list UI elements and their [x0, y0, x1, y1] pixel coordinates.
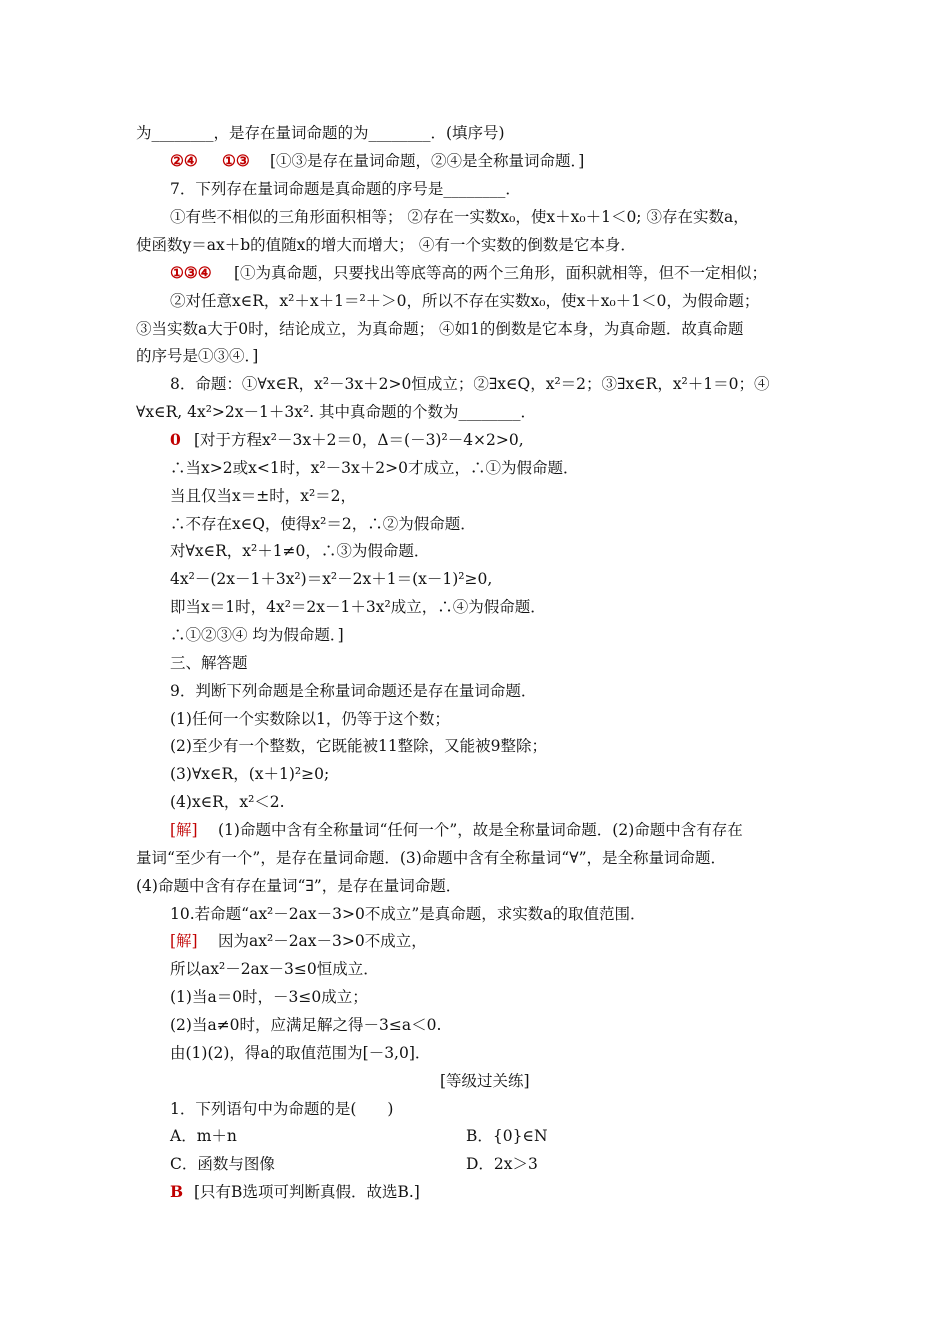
text-line: 4x²－(2x－1＋3x²)＝x²－2x＋1＝(x－1)²≥0,: [170, 570, 493, 588]
text-line: (1)任何一个实数除以1，仍等于这个数；: [170, 710, 450, 728]
solution-text: 因为ax²－2ax－3>0不成立，: [218, 932, 427, 950]
option-d: D．2x＞3: [466, 1155, 538, 1173]
text-line: ②对任意x∈R，x²＋x＋1＝²＋＞0，所以不存在实数x₀，使x＋x₀＋1＜0，为假命题；: [170, 292, 760, 310]
solution-label: [解]: [170, 821, 198, 839]
option-c: C．函数与图像: [170, 1155, 275, 1173]
text-line: (4)命题中含有存在量词“∃”，是存在量词命题．: [136, 877, 462, 895]
text-line: 即当x＝1时，4x²＝2x－1＋3x²成立，∴④为假命题．: [170, 598, 546, 616]
text-line: 所以ax²－2ax－3≤0恒成立．: [170, 960, 379, 978]
solution-text: (1)命题中含有全称量词“任何一个”，故是全称量词命题．(2)命题中含有存在: [218, 821, 743, 839]
text-line: ③当实数a大于0时，结论成立，为真命题； ④如1的倒数是它本身，为真命题．故真命题: [136, 320, 744, 338]
explanation-text: [①③是存在量词命题，②④是全称量词命题．]: [270, 152, 585, 170]
text-line: 当且仅当x＝±时，x²＝2，: [170, 487, 357, 505]
text-line: ①有些不相似的三角形面积相等； ②存在一实数x₀，使x＋x₀＋1＜0; ③存在实数a，: [170, 208, 749, 226]
section-heading: [等级过关练]: [440, 1072, 530, 1090]
text-line: 的序号是①③④．]: [136, 347, 259, 365]
text-line: ∀x∈R, 4x²>2x－1＋3x². 其中真命题的个数为________．: [136, 403, 537, 421]
answer-label: 0: [170, 430, 181, 449]
question-1: 1．下列语句中为命题的是( ): [170, 1100, 394, 1118]
text-line: (4)x∈R，x²＜2.: [170, 793, 285, 811]
text-line: ∴①②③④ 均为假命题．]: [170, 626, 344, 644]
explanation-text: [对于方程x²－3x＋2＝0，Δ＝(－3)²－4×2>0,: [194, 431, 524, 449]
text-line: ∴当x>2或x<1时，x²－3x＋2>0才成立，∴①为假命题．: [170, 459, 579, 477]
answer-label: ②④: [170, 151, 198, 170]
text-line: 为________，是存在量词命题的为________．(填序号): [136, 124, 505, 142]
text-line: (1)当a＝0时，－3≤0成立；: [170, 988, 368, 1006]
text-line: ∴不存在x∈Q，使得x²＝2，∴②为假命题．: [170, 515, 476, 533]
text-line: (3)∀x∈R，(x＋1)²≥0;: [170, 765, 330, 783]
question-7: 7．下列存在量词命题是真命题的序号是________．: [170, 180, 521, 198]
question-8: 8．命题：①∀x∈R，x²－3x＋2>0恒成立；②∃x∈Q，x²＝2；③∃x∈R，x²＋1＝0；④: [170, 375, 770, 393]
option-b: B．{0}∈N: [466, 1127, 548, 1145]
text-line: 使函数y＝ax＋b的值随x的增大而增大； ④有一个实数的倒数是它本身．: [136, 236, 636, 254]
text-line: (2)当a≠0时，应满足解之得－3≤a＜0.: [170, 1016, 442, 1034]
section-heading: 三、解答题: [170, 654, 248, 672]
answer-label: B: [170, 1182, 184, 1201]
explanation-text: [只有B选项可判断真假．故选B.]: [194, 1183, 420, 1201]
text-line: 对∀x∈R，x²＋1≠0，∴③为假命题．: [170, 542, 430, 560]
solution-label: [解]: [170, 932, 198, 950]
question-10: 10.若命题“ax²－2ax－3>0不成立”是真命题，求实数a的取值范围．: [170, 905, 646, 923]
text-line: 由(1)(2)，得a的取值范围为[－3,0]．: [170, 1044, 431, 1062]
question-9: 9．判断下列命题是全称量词命题还是存在量词命题．: [170, 682, 537, 700]
answer-label: ①③: [222, 151, 250, 170]
text-line: 量词“至少有一个”，是存在量词命题．(3)命题中含有全称量词“∀”，是全称量词命题．: [136, 849, 727, 867]
text-line: (2)至少有一个整数，它既能被11整除，又能被9整除；: [170, 737, 548, 755]
answer-label: ①③④: [170, 263, 212, 282]
option-a: A．m＋n: [170, 1127, 237, 1145]
explanation-text: [①为真命题，只要找出等底等高的两个三角形，面积就相等，但不一定相似；: [234, 264, 768, 282]
